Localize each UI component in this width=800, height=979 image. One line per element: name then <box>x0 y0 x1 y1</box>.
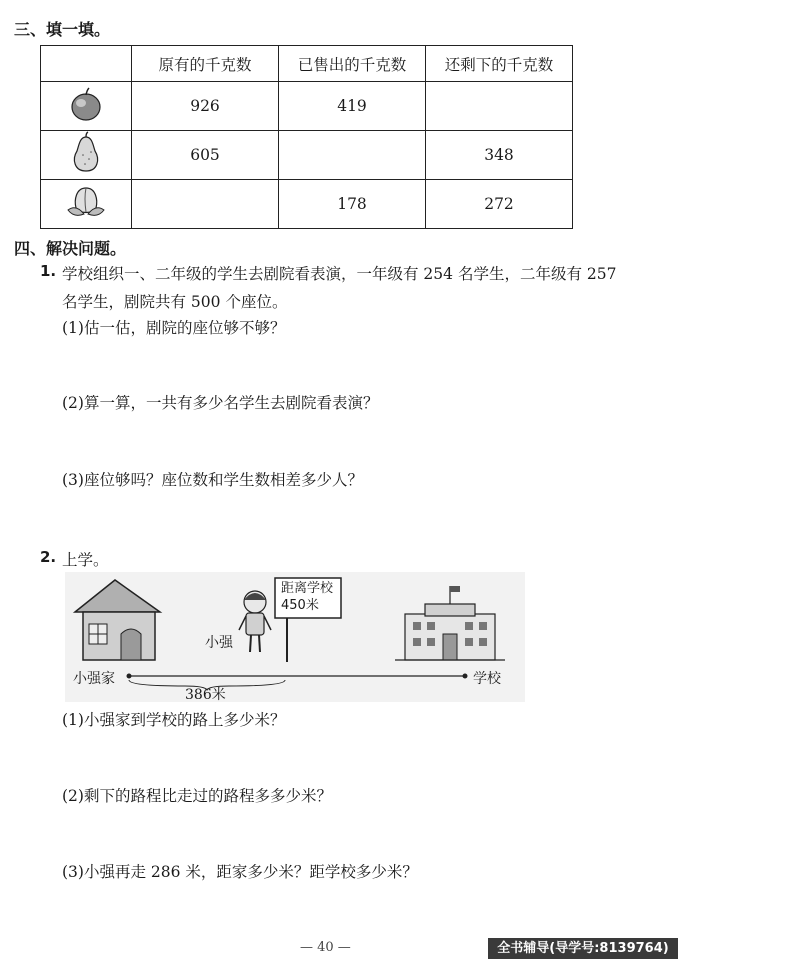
boy-icon <box>239 591 271 652</box>
q1-sub3: (3)座位够吗？座位数和学生数相差多少人？ <box>62 471 363 489</box>
sign-line1: 距离学校 <box>281 581 334 596</box>
cell-peach-original[interactable] <box>132 180 279 229</box>
table-row-pear <box>41 131 573 180</box>
cell-pear-remaining: 348 <box>426 131 573 180</box>
q1-sub2: (2)算一算，一共有多少名学生去剧院看表演？ <box>62 394 379 412</box>
cell-peach-remaining: 272 <box>426 180 573 229</box>
school-label: 学校 <box>473 671 501 687</box>
route-figure <box>65 572 525 702</box>
header-remaining: 还剩下的千克数 <box>426 46 573 82</box>
q1-number: 1. <box>40 262 57 280</box>
cell-pear-sold[interactable] <box>279 131 426 180</box>
q2-sub3: (3)小强再走 286 米，距家多少米？距学校多少米？ <box>62 863 418 881</box>
peach-icon <box>41 180 132 229</box>
q1-text-line1: 学校组织一、二年级的学生去剧院看表演，一年级有 254 名学生，二年级有 257 <box>62 265 617 283</box>
cell-pear-original: 605 <box>132 131 279 180</box>
q2-sub2: (2)剩下的路程比走过的路程多多少米？ <box>62 787 332 805</box>
cell-apple-remaining[interactable] <box>426 82 573 131</box>
q2-sub1: (1)小强家到学校的路上多少米？ <box>62 711 286 729</box>
cell-apple-original: 926 <box>132 82 279 131</box>
fill-in-table <box>40 45 573 229</box>
q1-text-line2: 名学生，剧院共有 500 个座位。 <box>62 293 288 311</box>
pear-icon <box>41 131 132 180</box>
sign-line2: 450米 <box>281 598 319 613</box>
table-header-row <box>41 46 573 82</box>
table-row-peach <box>41 180 573 229</box>
cell-peach-sold: 178 <box>279 180 426 229</box>
section-4-title: 四、解决问题。 <box>14 239 127 258</box>
header-original: 原有的千克数 <box>132 46 279 82</box>
page-number: — 40 — <box>300 940 351 955</box>
q1-sub1: (1)估一估，剧院的座位够不够？ <box>62 319 286 337</box>
house-icon <box>75 580 160 660</box>
home-label: 小强家 <box>73 671 115 687</box>
school-icon <box>395 586 505 660</box>
q2-number: 2. <box>40 548 57 566</box>
section-3-title: 三、填一填。 <box>14 20 111 39</box>
header-sold: 已售出的千克数 <box>279 46 426 82</box>
person-label: 小强 <box>205 635 233 651</box>
cell-apple-sold: 419 <box>279 82 426 131</box>
walked-label: 386米 <box>185 687 226 703</box>
table-row-apple <box>41 82 573 131</box>
q2-title: 上学。 <box>62 551 109 569</box>
apple-icon <box>41 82 132 131</box>
brand-badge: 全书辅导(导学号:8139764) <box>488 938 678 959</box>
table-corner-cell <box>41 46 132 82</box>
